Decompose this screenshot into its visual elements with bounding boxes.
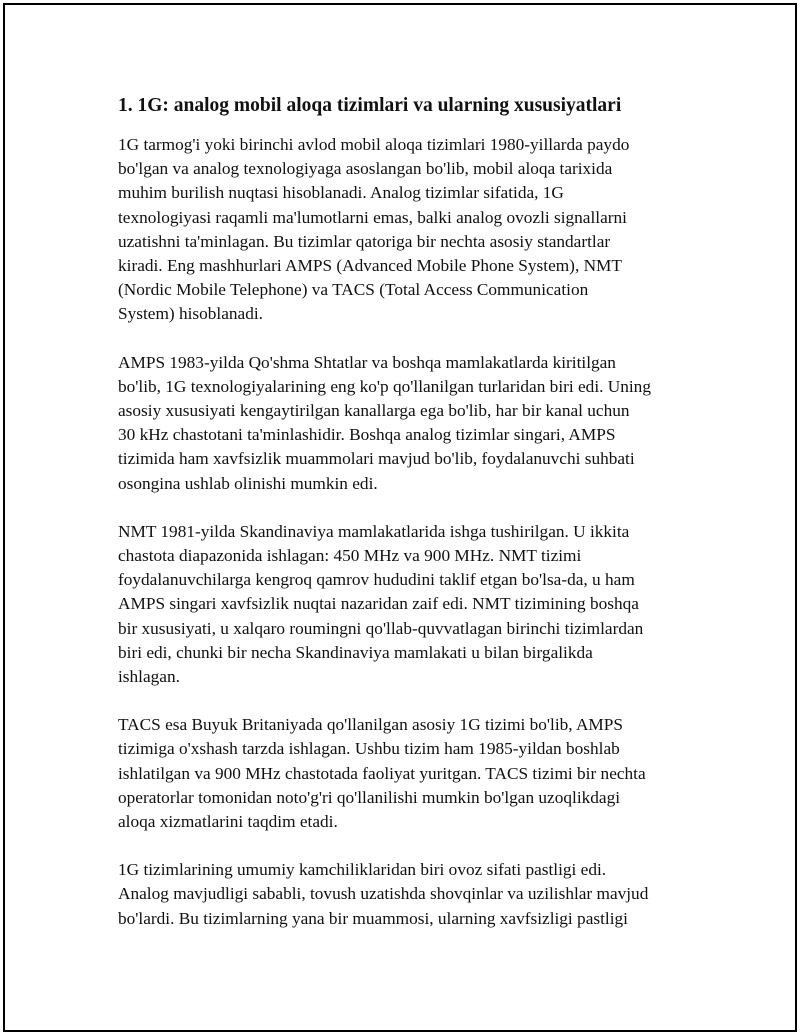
document-body bbox=[118, 93, 693, 955]
paragraph-intro: 1G tarmog'i yoki birinchi avlod mobil aloqa tizimlari 1980-yillarda paydo bo'lgan va analog texnologiyaga asoslangan bo'lib, mobil aloqa tarixida muhim burilish nuqtasi hisoblanadi. Analog tizimlar sifatida, 1G texnologiyasi raqamli ma'lumotlarni emas, balki analog ovozli signallarni uzatishni ta'minlagan. Bu tizimlar qatoriga bir nechta asosiy standartlar kiradi. Eng mashhurlari AMPS (Advanced Mobile Phone System), NMT (Nordic Mobile Telephone) va TACS (Total Access Communication System) hisoblanadi. bbox=[118, 135, 630, 324]
paragraph-amps: AMPS 1983-yilda Qo'shma Shtatlar va boshqa mamlakatlarda kiritilgan bo'lib, 1G texnologiyalarining eng ko'p qo'llanilgan turlaridan biri edi. Uning asosiy xususiyati kengaytirilgan kanallarga ega bo'lib, har bir kanal uchun 30 kHz chastotani ta'minlashidir. Boshqa analog tizimlar singari, AMPS tizimida ham xavfsizlik muammolari mavjud bo'lib, foydalanuvchi suhbati osongina ushlab olinishi mumkin edi. bbox=[118, 352, 651, 493]
paragraph-tacs: TACS esa Buyuk Britaniyada qo'llanilgan asosiy 1G tizimi bo'lib, AMPS tizimiga o'xshash tarzda ishlagan. Ushbu tizim ham 1985-yildan boshlab ishlatilgan va 900 MHz chastotada faoliyat yuritgan. TACS tizimi bir nechta operatorlar tomonidan noto'g'ri qo'llanilishi mumkin bo'lgan uzoqlikdagi aloqa xizmatlarini taqdim etadi. bbox=[118, 715, 646, 832]
page-frame bbox=[3, 3, 797, 1032]
paragraph-drawbacks: 1G tizimlarining umumiy kamchiliklaridan biri ovoz sifati pastligi edi. Analog mavjudligi sababli, tovush uzatishda shovqinlar va uzilishlar mavjud bo'lardi. Bu tizimlarning yana bir muammosi, ularning xavfsizligi pastligi bbox=[118, 860, 649, 928]
section-heading: 1. 1G: analog mobil aloqa tizimlari va ularning xususiyatlari bbox=[118, 95, 622, 116]
paragraph-nmt: NMT 1981-yilda Skandinaviya mamlakatlarida ishga tushirilgan. U ikkita chastota diapazonida ishlagan: 450 MHz va 900 MHz. NMT tizimi foydalanuvchilarga kengroq qamrov hududini taklif etgan bo'lsa-da, u ham AMPS singari xavfsizlik nuqtai nazaridan zaif edi. NMT tizimining boshqa bir xususiyati, u xalqaro roumingni qo'llab-quvvatlagan birinchi tizimlardan biri edi, chunki bir necha Skandinaviya mamlakati u bilan birgalikda ishlagan. bbox=[118, 521, 644, 687]
